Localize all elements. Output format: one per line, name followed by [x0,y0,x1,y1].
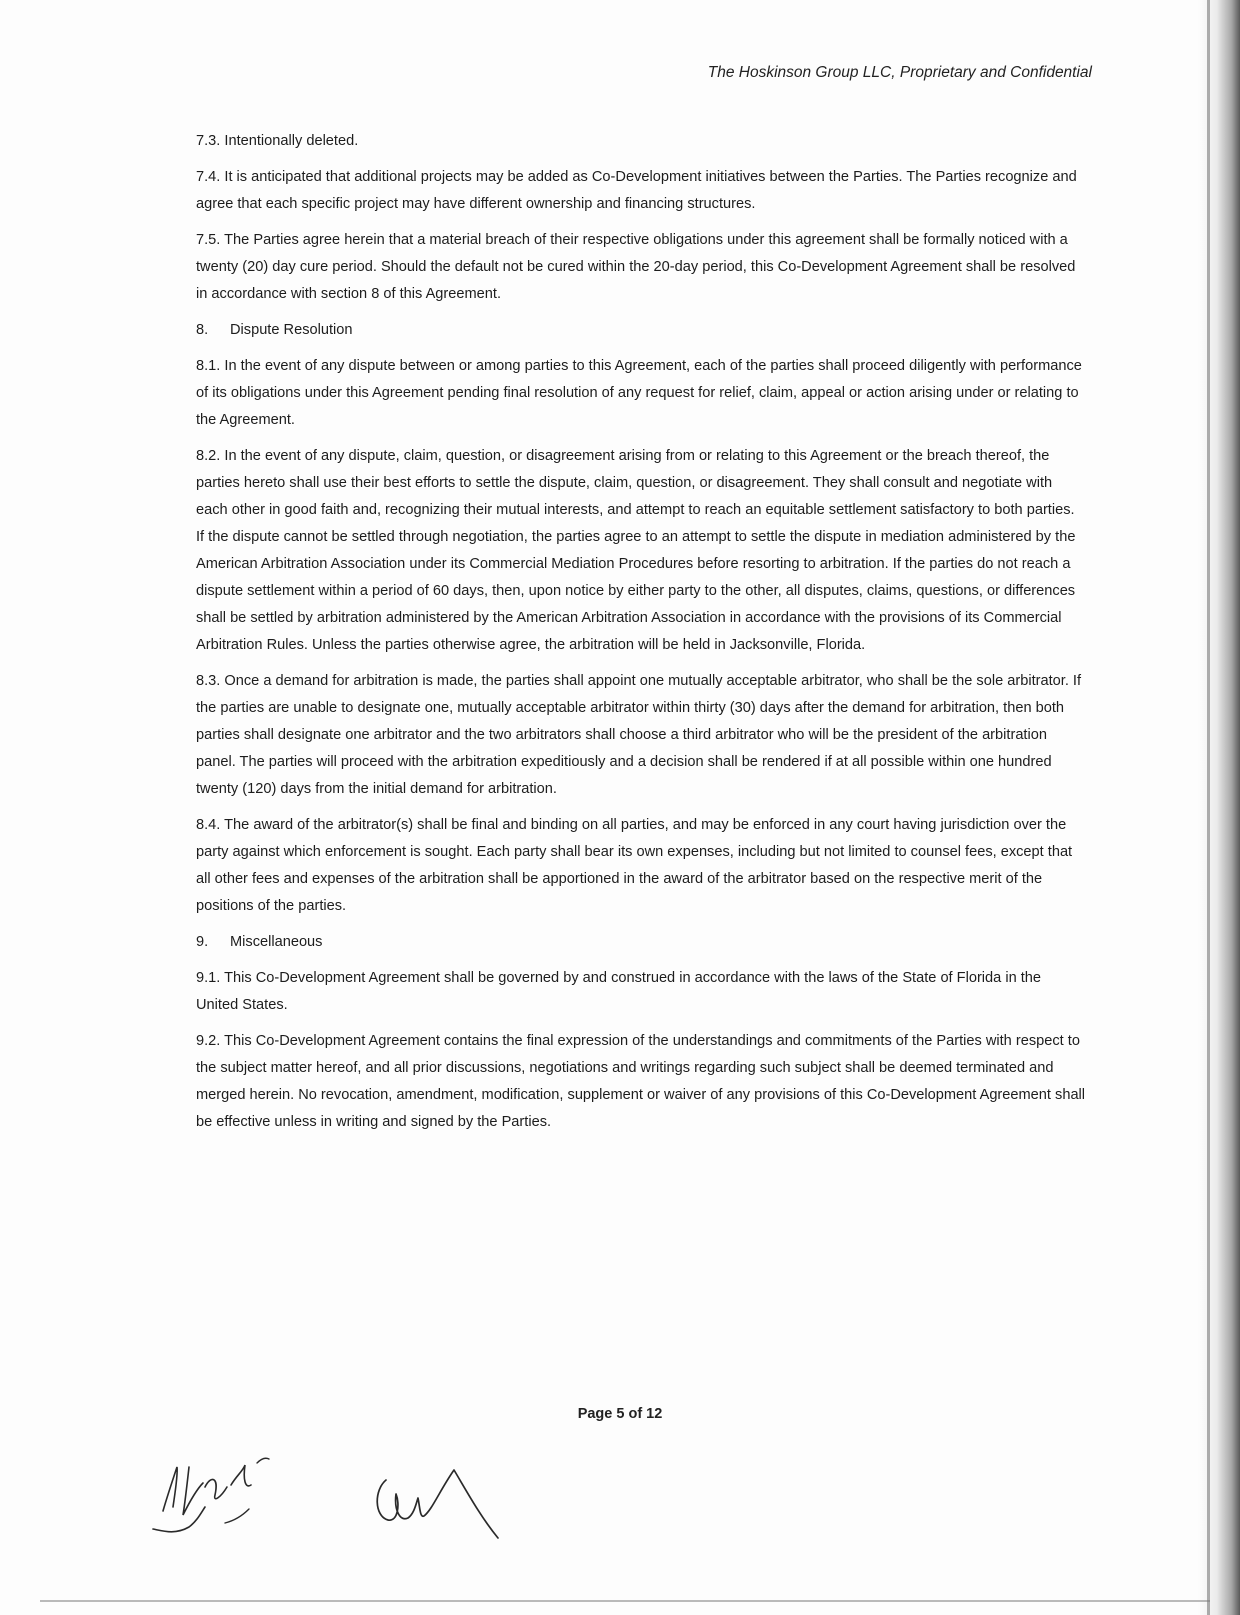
paragraph-9-2: 9.2. This Co-Development Agreement contains the final expression of the understandings and commitments of the Parties with respect to the subject matter hereof, and all prior discussions, negotiations and writings regarding such subject shall be deemed terminated and merged herein. No revocation, amendment, modification, supplement or waiver of any provisions of this Co-Development Agreement shall be effective unless in writing and signed by the Parties. [196,1033,1086,1130]
scan-bottom-edge [40,1600,1210,1602]
document-body [196,128,1086,1145]
paragraph-9-1: 9.1. This Co-Development Agreement shall be governed by and construed in accordance with the laws of the State of Florida in the United States. [196,970,1042,1013]
initials-signature-1 [145,1445,295,1545]
section-8-title: Dispute Resolution [230,322,353,338]
section-8-number: 8. [196,322,209,338]
paragraph-8-3: 8.3. Once a demand for arbitration is made, the parties shall appoint one mutually acceptable arbitrator, who shall be the sole arbitrator. If the parties are unable to designate one, mutually acceptable arbitrator within thirty (30) days after the demand for arbitration, then both parties shall designate one arbitrator and the two arbitrators shall choose a third arbitrator who will be the president of the arbitration panel. The parties will proceed with the arbitration expeditiously and a decision shall be rendered if at all possible within one hundred twenty (120) days from the initial demand for arbitration. [196,673,1082,797]
page-number: Page 5 of 12 [577,1406,663,1422]
paragraph-7-4: 7.4. It is anticipated that additional projects may be added as Co-Development initiatives between the Parties. The Parties recognize and agree that each specific project may have different ownership and financing structures. [196,169,1077,212]
scan-edge-line [1207,0,1210,1615]
initials-signature-2 [370,1460,520,1550]
scan-edge-shadow [1198,0,1240,1615]
section-8-heading [196,317,1086,344]
confidentiality-header: The Hoskinson Group LLC, Proprietary and Confidential [707,64,1092,81]
section-9-title: Miscellaneous [230,934,323,950]
paragraph-7-3: 7.3. Intentionally deleted. [196,133,359,149]
section-9-heading [196,929,1086,956]
paragraph-8-1: 8.1. In the event of any dispute between or among parties to this Agreement, each of the parties shall proceed diligently with performance of its obligations under this Agreement pending final resolution of any request for relief, claim, appeal or action arising under or relating to the Agreement. [196,358,1082,428]
paragraph-8-4: 8.4. The award of the arbitrator(s) shall be final and binding on all parties, and may be enforced in any court having jurisdiction over the party against which enforcement is sought. Each party shall bear its own expenses, including but not limited to counsel fees, except that all other fees and expenses of the arbitration shall be apportioned in the award of the arbitrator based on the respective merit of the positions of the parties. [196,817,1073,914]
section-9-number: 9. [196,934,209,950]
paragraph-8-2: 8.2. In the event of any dispute, claim, question, or disagreement arising from or relating to this Agreement or the breach thereof, the parties hereto shall use their best efforts to settle the dispute, claim, question, or disagreement. They shall consult and negotiate with each other in good faith and, recognizing their mutual interests, and attempt to reach an equitable settlement satisfactory to both parties. If the dispute cannot be settled through negotiation, the parties agree to an attempt to settle the dispute in mediation administered by the American Arbitration Association under its Commercial Mediation Procedures before resorting to arbitration. If the parties do not reach a dispute settlement within a period of 60 days, then, upon notice by either party to the other, all disputes, claims, questions, or differences shall be settled by arbitration administered by the American Arbitration Association in accordance with the provisions of its Commercial Arbitration Rules. Unless the parties otherwise agree, the arbitration will be held in Jacksonville, Florida. [196,448,1076,653]
paragraph-7-5: 7.5. The Parties agree herein that a material breach of their respective obligations under this agreement shall be formally noticed with a twenty (20) day cure period. Should the default not be cured within the 20-day period, this Co-Development Agreement shall be resolved in accordance with section 8 of this Agreement. [196,232,1076,302]
